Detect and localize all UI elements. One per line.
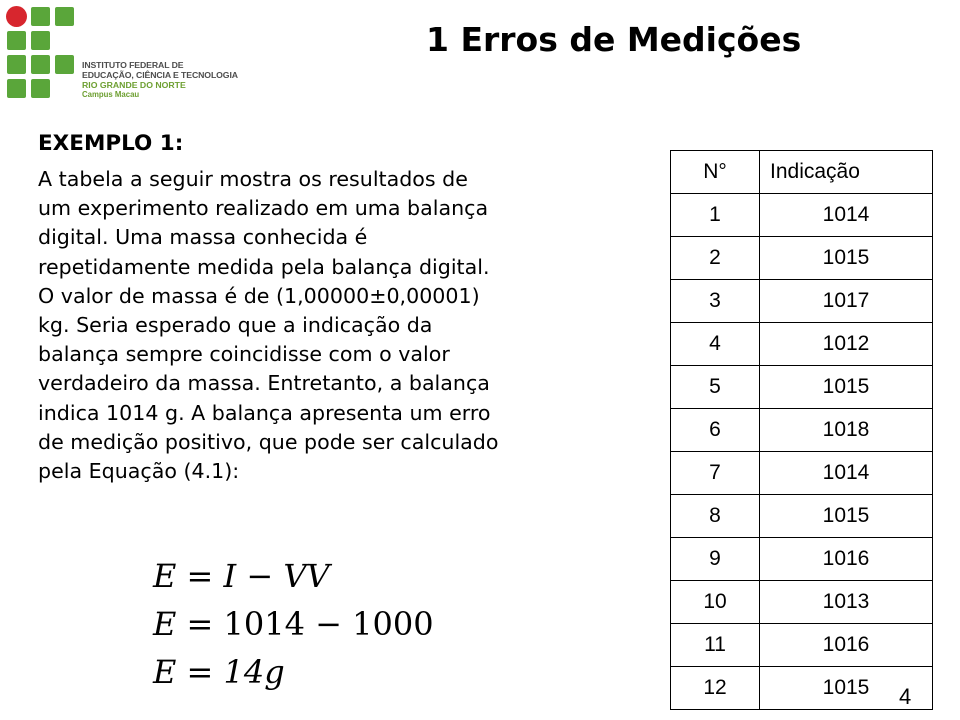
equation-op: = bbox=[186, 653, 214, 691]
cell-number: 9 bbox=[671, 538, 760, 581]
cell-number: 5 bbox=[671, 366, 760, 409]
cell-number: 12 bbox=[671, 667, 760, 710]
logo-square bbox=[31, 7, 50, 26]
header-indication: Indicação bbox=[760, 151, 933, 194]
cell-number: 10 bbox=[671, 581, 760, 624]
logo-square bbox=[31, 31, 50, 50]
table-body bbox=[671, 194, 933, 710]
equation-1 bbox=[153, 558, 330, 594]
table-row bbox=[671, 581, 933, 624]
cell-indication: 1016 bbox=[760, 538, 933, 581]
equation-lhs: E bbox=[153, 605, 177, 643]
cell-number: 7 bbox=[671, 452, 760, 495]
cell-indication: 1014 bbox=[760, 452, 933, 495]
table-row bbox=[671, 194, 933, 237]
logo-square bbox=[7, 79, 26, 98]
table-row bbox=[671, 624, 933, 667]
table-row bbox=[671, 280, 933, 323]
table-row bbox=[671, 667, 933, 710]
cell-indication: 1013 bbox=[760, 581, 933, 624]
equation-2 bbox=[153, 606, 434, 642]
table-row bbox=[671, 538, 933, 581]
equation-rhs: 14g bbox=[223, 653, 285, 691]
equation-lhs: E bbox=[153, 557, 177, 595]
cell-number: 11 bbox=[671, 624, 760, 667]
table-row bbox=[671, 409, 933, 452]
table-row bbox=[671, 495, 933, 538]
cell-number: 6 bbox=[671, 409, 760, 452]
logo-line-4: Campus Macau bbox=[82, 90, 140, 99]
page-number: 4 bbox=[899, 684, 912, 709]
cell-indication: 1012 bbox=[760, 323, 933, 366]
slide-title: 1 Erros de Medições bbox=[426, 20, 802, 59]
cell-number: 1 bbox=[671, 194, 760, 237]
table-row bbox=[671, 452, 933, 495]
cell-indication: 1015 bbox=[760, 366, 933, 409]
logo-line-2: EDUCAÇÃO, CIÊNCIA E TECNOLOGIA bbox=[82, 70, 238, 80]
cell-indication: 1015 bbox=[760, 667, 933, 710]
cell-number: 4 bbox=[671, 323, 760, 366]
logo-red-dot bbox=[6, 6, 27, 27]
equation-op: = bbox=[186, 557, 214, 595]
cell-number: 8 bbox=[671, 495, 760, 538]
equation-op: = bbox=[186, 605, 214, 643]
cell-indication: 1018 bbox=[760, 409, 933, 452]
institution-logo bbox=[4, 4, 254, 108]
cell-indication: 1016 bbox=[760, 624, 933, 667]
logo-text bbox=[82, 60, 257, 100]
logo-square bbox=[7, 55, 26, 74]
cell-indication: 1017 bbox=[760, 280, 933, 323]
table-header-row bbox=[671, 151, 933, 194]
measurements-table bbox=[670, 150, 933, 710]
table-row bbox=[671, 323, 933, 366]
logo-line-1: INSTITUTO FEDERAL DE bbox=[82, 60, 184, 70]
logo-square bbox=[31, 79, 50, 98]
example-heading: EXEMPLO 1: bbox=[38, 131, 184, 156]
cell-indication: 1014 bbox=[760, 194, 933, 237]
table-row bbox=[671, 366, 933, 409]
equation-3 bbox=[153, 654, 285, 690]
cell-number: 2 bbox=[671, 237, 760, 280]
cell-indication: 1015 bbox=[760, 237, 933, 280]
table-row bbox=[671, 237, 933, 280]
header-number: N° bbox=[671, 151, 760, 194]
logo-square bbox=[31, 55, 50, 74]
cell-indication: 1015 bbox=[760, 495, 933, 538]
equation-rhs: 1014 − 1000 bbox=[223, 605, 434, 643]
logo-square bbox=[55, 7, 74, 26]
equation-rhs: I − VV bbox=[223, 557, 330, 595]
equation-lhs: E bbox=[153, 653, 177, 691]
cell-number: 3 bbox=[671, 280, 760, 323]
example-paragraph: A tabela a seguir mostra os resultados de um experimento realizado em uma balança digital. Uma massa conhecida é repetidamente medida pela balança digital. O valor de massa é de (1,00000±0,00001) kg. Seria esperado que a indicação da balança sempre coincidisse com o valor verdadeiro da massa. Entretanto, a balança indica 1014 g. A balança apresenta um erro de medição positivo, que pode ser calculado pela Equação (4.1): bbox=[38, 167, 499, 484]
logo-square bbox=[7, 31, 26, 50]
logo-line-3: RIO GRANDE DO NORTE bbox=[82, 80, 186, 90]
logo-square bbox=[55, 55, 74, 74]
